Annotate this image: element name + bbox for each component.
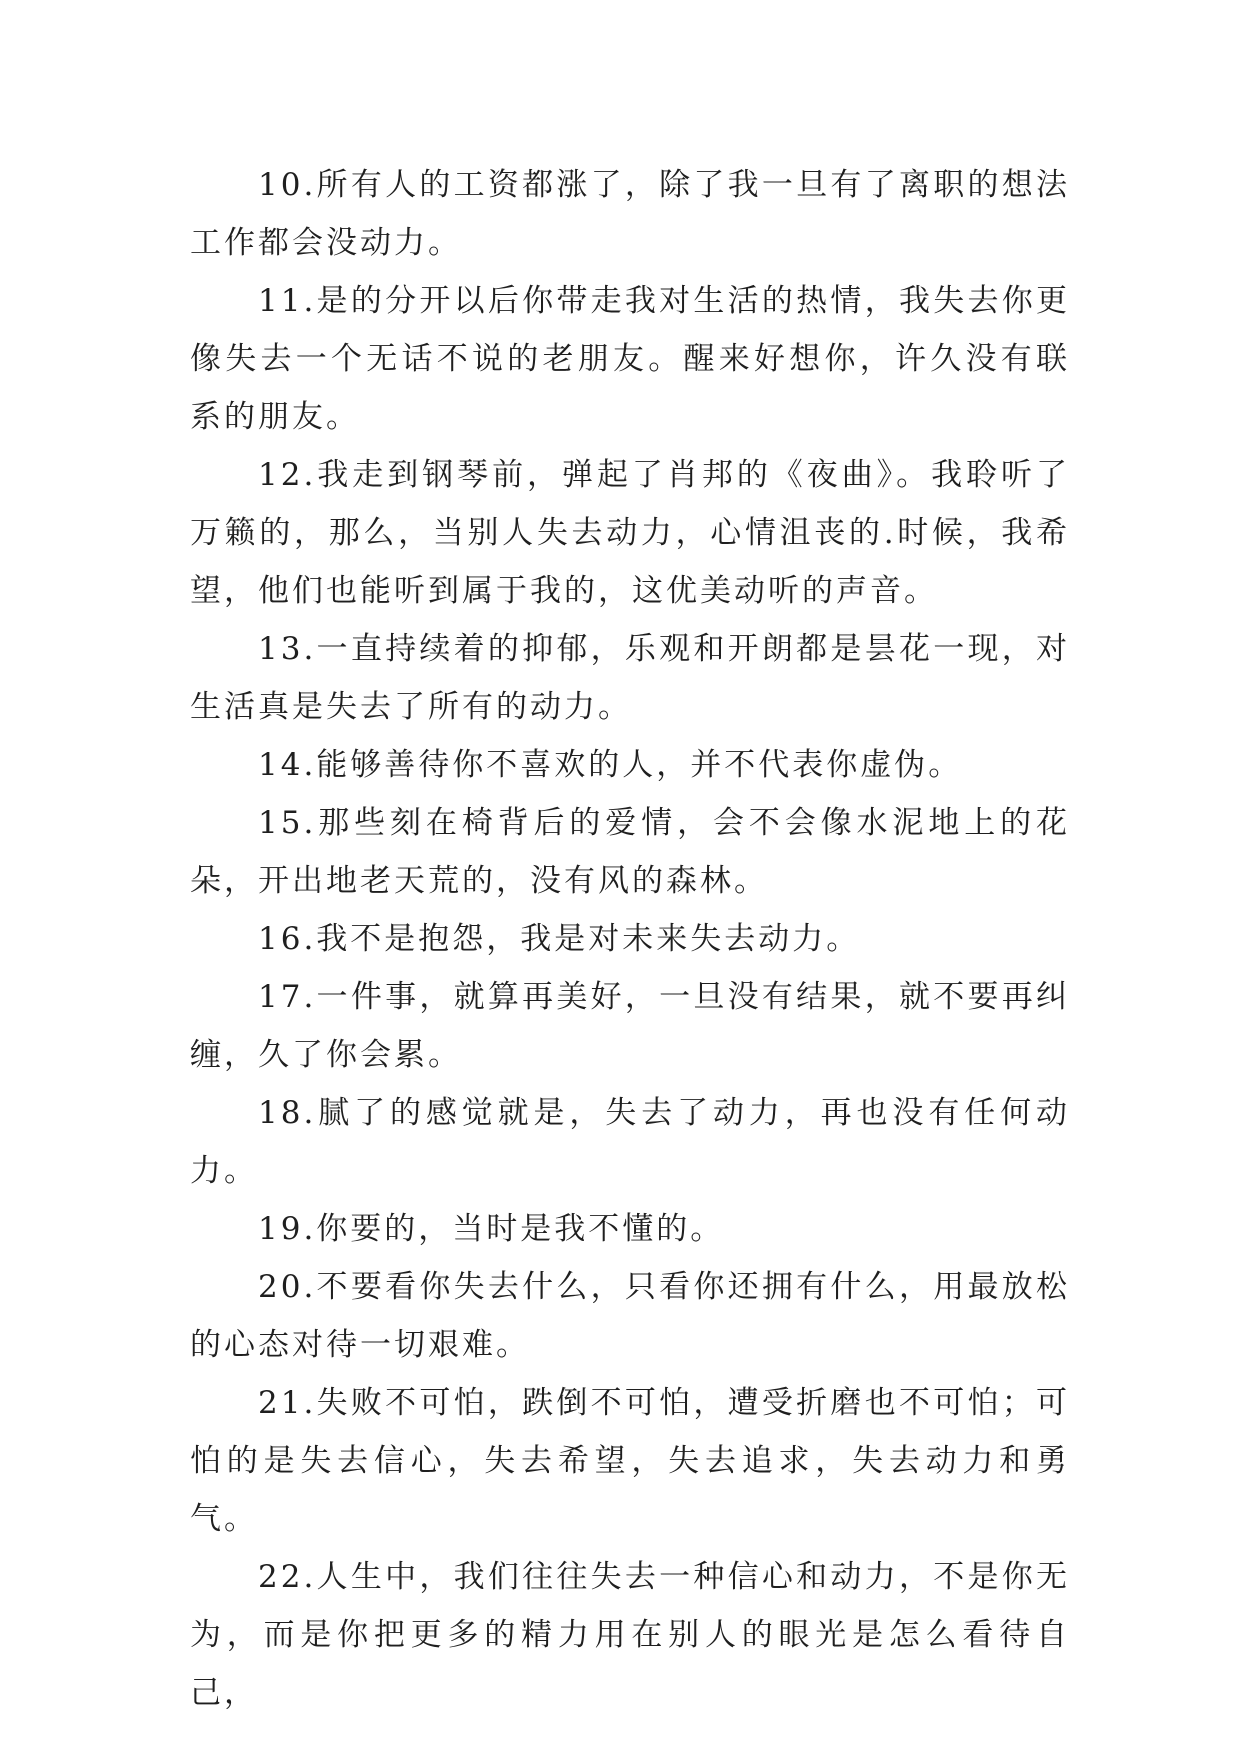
- paragraph: 15.那些刻在椅背后的爱情，会不会像水泥地上的花朵，开出地老天荒的，没有风的森林。: [190, 805, 1070, 899]
- paragraph: 17.一件事，就算再美好，一旦没有结果，就不要再纠缠，久了你会累。: [190, 979, 1070, 1073]
- paragraph: 14.能够善待你不喜欢的人，并不代表你虚伪。: [258, 747, 963, 783]
- paragraph: 11.是的分开以后你带走我对生活的热情，我失去你更像失去一个无话不说的老朋友。醒来好想你，许久没有联系的朋友。: [190, 283, 1070, 435]
- document-body: [190, 156, 1070, 1722]
- paragraph: 19.你要的，当时是我不懂的。: [258, 1211, 725, 1247]
- paragraph: 20.不要看你失去什么，只看你还拥有什么，用最放松的心态对待一切艰难。: [190, 1269, 1070, 1363]
- paragraph: 13.一直持续着的抑郁，乐观和开朗都是昙花一现，对生活真是失去了所有的动力。: [190, 631, 1070, 725]
- paragraph: 10.所有人的工资都涨了，除了我一旦有了离职的想法工作都会没动力。: [190, 167, 1070, 261]
- paragraph: 16.我不是抱怨，我是对未来失去动力。: [258, 921, 861, 957]
- paragraph: 21.失败不可怕，跌倒不可怕，遭受折磨也不可怕；可怕的是失去信心，失去希望，失去追求，失去动力和勇气。: [190, 1385, 1070, 1537]
- paragraph: 22.人生中，我们往往失去一种信心和动力，不是你无为，而是你把更多的精力用在别人的眼光是怎么看待自己，: [190, 1559, 1070, 1711]
- paragraph: 18.腻了的感觉就是，失去了动力，再也没有任何动力。: [190, 1095, 1070, 1189]
- paragraph: 12.我走到钢琴前，弹起了肖邦的《夜曲》。我聆听了万籁的，那么，当别人失去动力，心情沮丧的.时候，我希望，他们也能听到属于我的，这优美动听的声音。: [190, 457, 1070, 609]
